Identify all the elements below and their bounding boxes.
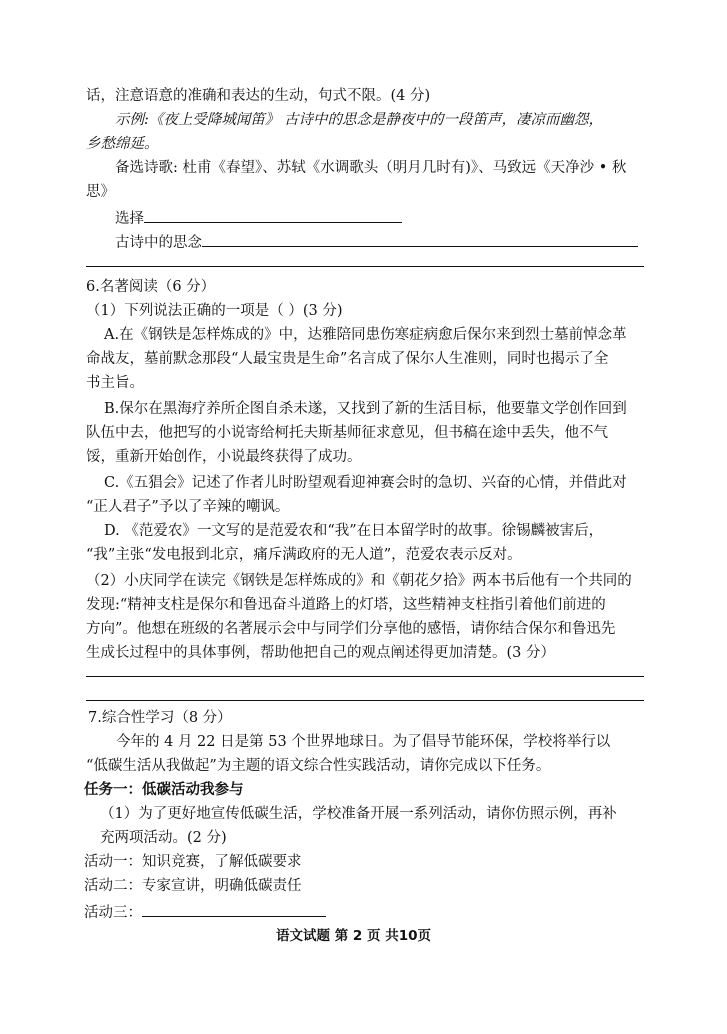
- q7-activity-2: 活动二：专家宣讲，明确低碳责任: [84, 878, 302, 894]
- q5-example-line2: 乡愁绵延。: [86, 136, 159, 152]
- q6-option-d-line1: D. 《范爱农》一文写的是范爱农和“我”在日本留学时的故事。徐锡麟被害后，: [104, 523, 604, 539]
- q7-activity-1: 活动一：知识竞赛，了解低碳要求: [84, 854, 302, 870]
- q5-answer-line[interactable]: [86, 266, 644, 267]
- q6-option-a-line3: 书主旨。: [86, 375, 144, 391]
- q5-miss-label: 古诗中的思念: [115, 235, 202, 251]
- q5-miss-answer-blank[interactable]: [202, 230, 638, 247]
- q7-title: 7.综合性学习（8 分）: [88, 710, 232, 726]
- q5-instruction-line: 话，注意语意的准确和表达的生动，句式不限。(4 分): [86, 88, 431, 104]
- q6-sub2-line3: 方向”。他想在班级的名著展示会中与同学们分享他的感悟，请你结合保尔和鲁迅先: [86, 621, 616, 637]
- page-footer: 语文试题 第 2 页 共10页: [276, 928, 431, 944]
- q7-task1-prompt-line1: （1）为了更好地宣传低碳生活，学校准备开展一系列活动，请你仿照示例，再补: [100, 806, 617, 822]
- q6-option-c-line2: “正人君子”予以了辛辣的嘲讽。: [86, 499, 290, 515]
- q6-sub2-line4: 生成长过程中的具体事例，帮助他把自己的观点阐述得更加清楚。(3 分）: [86, 645, 555, 661]
- q6-answer-line-1[interactable]: [86, 676, 644, 677]
- q6-option-b-line1: B.保尔在黑海疗养所企图自杀未遂，又找到了新的生活目标，他要靠文学创作回到: [104, 401, 627, 417]
- q7-activity-3-label: 活动三：: [84, 905, 142, 921]
- q5-choose-answer-blank[interactable]: [144, 206, 402, 223]
- q5-example-line1: 示例:《夜上受降城闻笛》 古诗中的思念是静夜中的一段笛声，凄凉而幽怨，: [115, 112, 603, 128]
- q7-activity-3-row: [84, 900, 326, 923]
- q5-miss-row: [115, 230, 638, 253]
- q6-answer-line-2[interactable]: [86, 700, 644, 701]
- q7-task1-heading: 任务一：低碳活动我参与: [84, 782, 244, 798]
- q6-option-b-line3: 馁，重新开始创作，小说最终获得了成功。: [86, 449, 362, 465]
- q7-intro-line1: 今年的 4 月 22 日是第 53 个世界地球日。为了倡导节能环保，学校将举行以: [116, 734, 611, 750]
- q6-sub1-prompt: （1）下列说法正确的一项是（ ）(3 分): [86, 303, 343, 319]
- q6-title: 6.名著阅读（6 分）: [86, 279, 216, 295]
- q5-choose-row: [115, 206, 402, 229]
- q5-options-line2: 思》: [86, 184, 115, 200]
- q6-option-a-line1: A.在《钢铁是怎样炼成的》中，达雅陪同患伤寒症病愈后保尔来到烈士墓前悼念革: [104, 327, 627, 343]
- q6-sub2-line2: 发现:“精神支柱是保尔和鲁迅奋斗道路上的灯塔，这些精神支柱指引着他们前进的: [86, 597, 606, 613]
- q5-options-line1: 备选诗歌: 杜甫《春望》、苏轼《水调歌头（明月几时有)》、马致远《天净沙 • 秋: [115, 160, 627, 176]
- q7-intro-line2: “低碳生活从我做起”为主题的语文综合性实践活动，请你完成以下任务。: [86, 758, 551, 774]
- q6-option-a-line2: 命战友，墓前默念那段“人最宝贵是生命”名言成了保尔人生准则，同时也揭示了全: [86, 351, 609, 367]
- q6-sub2-line1: （2）小庆同学在读完《钢铁是怎样炼成的》和《朝花夕拾》两本书后他有一个共同的: [86, 573, 632, 589]
- q7-activity-3-blank[interactable]: [142, 900, 326, 917]
- q6-option-c-line1: C.《五猖会》记述了作者儿时盼望观看迎神赛会时的急切、兴奋的心情，并借此对: [104, 475, 627, 491]
- q5-choose-label: 选择: [115, 211, 144, 227]
- q7-task1-prompt-line2: 充两项活动。(2 分): [100, 830, 227, 846]
- q6-option-d-line2: “我”主张“发电报到北京，痛斥满政府的无人道”，范爱农表示反对。: [86, 547, 522, 563]
- q6-option-b-line2: 队伍中去，他把写的小说寄给柯托夫斯基师征求意见，但书稿在途中丢失，他不气: [86, 425, 608, 441]
